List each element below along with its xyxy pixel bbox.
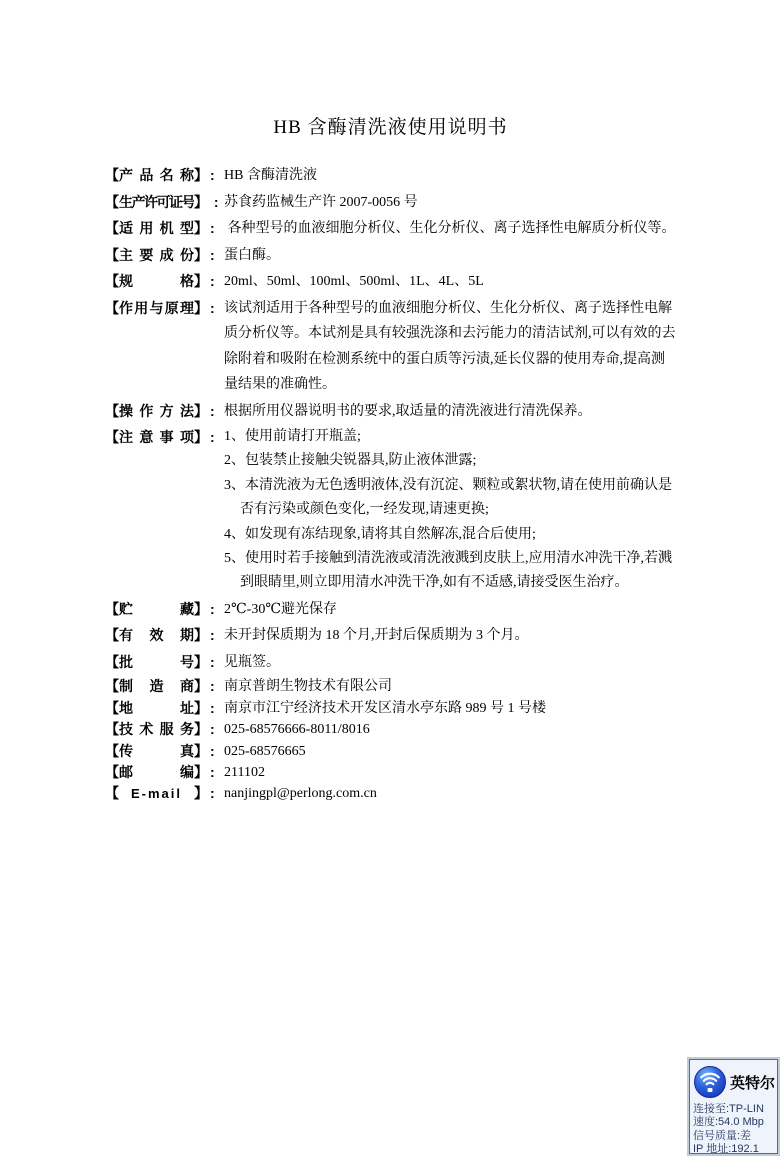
spec-row (105, 698, 676, 719)
right-bracket: 】 (194, 742, 208, 759)
field-label (105, 296, 210, 322)
field-label (105, 190, 210, 216)
field-value: HB 含酶清洗液 (224, 168, 317, 183)
field-colon: : (210, 721, 215, 738)
net-status-line: IP 地址:192.1 (693, 1143, 759, 1154)
field-value: nanjingpl@perlong.com.cn (224, 786, 377, 802)
left-bracket: 【 (105, 785, 119, 802)
field-colon: : (210, 193, 219, 210)
right-bracket: 】 (194, 699, 208, 716)
field-label-text: 产品名称 (119, 167, 194, 183)
spec-row (105, 163, 676, 189)
field-value: 南京普朗生物技术有限公司 (224, 679, 392, 695)
field-colon: : (210, 785, 215, 802)
right-bracket: 】 (194, 220, 208, 236)
field-colon: : (210, 627, 215, 644)
left-bracket: 【 (105, 721, 119, 738)
field-value: 根据所用仪器说明书的要求,取适量的清洗液进行清洗保养。 (224, 403, 592, 419)
field-label-text: 操作方法 (119, 402, 194, 419)
field-value: 20ml、50ml、100ml、500ml、1L、4L、5L (224, 274, 484, 289)
field-label-text: E-mail (130, 786, 182, 802)
left-bracket: 【 (105, 167, 119, 183)
field-label-text: 生产许可证号 (119, 193, 194, 210)
spec-row (105, 243, 676, 269)
field-label (105, 623, 210, 649)
field-value: 蛋白酶。 (224, 247, 280, 263)
spec-row (105, 719, 676, 740)
field-colon: : (210, 273, 215, 289)
note-item: 4、如发现有冻结现象,请将其自然解冻,混合后使用; (224, 526, 536, 542)
field-label-text: 制造商 (119, 678, 194, 695)
field-label (105, 163, 210, 189)
net-popup-title: 英特尔 (730, 1074, 776, 1092)
field-label-text: 适用机型 (119, 220, 194, 236)
spec-row (105, 597, 676, 623)
field-colon: : (210, 653, 215, 670)
net-status-lines (693, 1103, 777, 1154)
left-bracket: 【 (105, 193, 119, 210)
net-status-line: 信号质量:差 (693, 1129, 752, 1142)
field-label-text: 批号 (119, 653, 194, 670)
field-value: 025-68576665 (224, 743, 306, 759)
field-label-text: 贮藏 (119, 600, 194, 617)
left-bracket: 【 (105, 653, 119, 670)
field-colon: : (210, 402, 215, 419)
field-value: 未开封保质期为 18 个月,开封后保质期为 3 个月。 (224, 628, 529, 644)
net-status-line: 速度:54.0 Mbp (693, 1116, 764, 1129)
field-colon: : (210, 742, 215, 759)
field-label (105, 698, 210, 719)
spec-row (105, 783, 676, 804)
wifi-signal-icon (693, 1065, 727, 1099)
field-colon: : (210, 299, 215, 316)
field-label (105, 719, 210, 740)
field-colon: : (210, 246, 215, 263)
net-popup-header (693, 1064, 777, 1100)
field-label (105, 399, 210, 425)
field-value: 苏食药监械生产许 2007-0056 号 (224, 194, 418, 210)
left-bracket: 【 (105, 220, 119, 236)
field-label (105, 269, 210, 295)
right-bracket: 】 (194, 600, 208, 617)
field-label (105, 741, 210, 762)
right-bracket: 】 (194, 273, 208, 289)
spec-row (105, 650, 676, 676)
field-label (105, 597, 210, 623)
spec-row (105, 741, 676, 762)
spec-rows (105, 163, 676, 805)
wireless-status-popup[interactable] (687, 1057, 780, 1156)
right-bracket: 】 (194, 167, 208, 183)
spec-row (105, 269, 676, 295)
left-bracket: 【 (105, 699, 119, 716)
field-value: 211102 (224, 764, 265, 780)
field-label-text: 规格 (119, 273, 194, 289)
left-bracket: 【 (105, 273, 119, 289)
spec-row (105, 425, 676, 596)
left-bracket: 【 (105, 742, 119, 759)
right-bracket: 】 (194, 653, 208, 670)
note-item: 1、使用前请打开瓶盖; (224, 429, 361, 444)
spec-row (105, 216, 676, 242)
field-label-text: 地址 (119, 699, 194, 716)
spec-row (105, 623, 676, 649)
spec-row (105, 676, 676, 697)
field-value (224, 425, 676, 596)
right-bracket: 】 (194, 763, 208, 780)
field-value: 各种型号的血液细胞分析仪、生化分析仪、离子选择性电解质分析仪等。 (224, 221, 676, 236)
field-colon: : (210, 429, 215, 445)
field-label (105, 650, 210, 676)
field-colon: : (210, 220, 215, 236)
spec-row (105, 190, 676, 216)
field-colon: : (210, 678, 215, 695)
field-label-text: 传真 (119, 742, 194, 759)
field-label-text: 技术服务 (119, 721, 194, 738)
right-bracket: 】 (194, 721, 208, 738)
document-title: HB 含酶清洗液使用说明书 (273, 117, 508, 138)
net-status-line: 连接至:TP-LIN (693, 1103, 764, 1115)
field-value: 南京市江宁经济技术开发区清水亭东路 989 号 1 号楼 (224, 700, 546, 716)
field-label (105, 783, 210, 804)
field-label (105, 216, 210, 242)
left-bracket: 【 (105, 763, 119, 780)
wireless-status-popup-body (689, 1059, 778, 1154)
field-colon: : (210, 167, 215, 183)
field-label-text: 有效期 (119, 627, 194, 644)
left-bracket: 【 (105, 402, 119, 419)
right-bracket: 】 (194, 299, 208, 316)
left-bracket: 【 (105, 299, 119, 316)
right-bracket: 】 (194, 193, 208, 210)
field-label (105, 676, 210, 697)
spec-row (105, 399, 676, 425)
note-item: 5、使用时若手接触到清洗液或清洗液溅到皮肤上,应用清水冲洗干净,若溅到眼睛里,则立即用清水冲洗干净,如有不适感,请接受医生治疗。 (224, 551, 672, 591)
right-bracket: 】 (194, 785, 208, 802)
left-bracket: 【 (105, 600, 119, 617)
field-label (105, 425, 210, 451)
left-bracket: 【 (105, 246, 119, 263)
field-label (105, 762, 210, 783)
spec-row (105, 762, 676, 783)
right-bracket: 】 (194, 402, 208, 419)
note-item: 2、包装禁止接触尖锐器具,防止液体泄露; (224, 453, 477, 469)
field-value: 见瓶签。 (224, 654, 280, 670)
field-value: 025-68576666-8011/8016 (224, 722, 370, 738)
field-colon: : (210, 600, 215, 617)
right-bracket: 】 (194, 678, 208, 695)
field-label-text: 邮编 (119, 763, 194, 780)
field-label (105, 243, 210, 269)
right-bracket: 】 (194, 429, 208, 445)
field-value: 该试剂适用于各种型号的血液细胞分析仪、生化分析仪、离子选择性电解质分析仪等。本试剂是具有较强洗涤和去污能力的清洁试剂,可以有效的去除附着和吸附在检测系统中的蛋白质等污渍,延长仪器的使用寿命,提高测量结果的准确性。 (224, 300, 676, 392)
field-colon: : (210, 699, 215, 716)
right-bracket: 】 (194, 627, 208, 644)
left-bracket: 【 (105, 627, 119, 644)
right-bracket: 】 (194, 246, 208, 263)
field-label-text: 主要成份 (119, 246, 194, 263)
left-bracket: 【 (105, 678, 119, 695)
note-item: 3、本清洗液为无色透明液体,没有沉淀、颗粒或絮状物,请在使用前确认是否有污染或颜色变化,一经发现,请速更换; (224, 477, 672, 518)
field-colon: : (210, 763, 215, 780)
spec-row (105, 296, 676, 398)
field-label-text: 注意事项 (119, 429, 194, 445)
field-value: 2℃-30℃避光保存 (224, 601, 337, 617)
left-bracket: 【 (105, 429, 119, 445)
field-label-text: 作用与原理 (119, 299, 194, 316)
